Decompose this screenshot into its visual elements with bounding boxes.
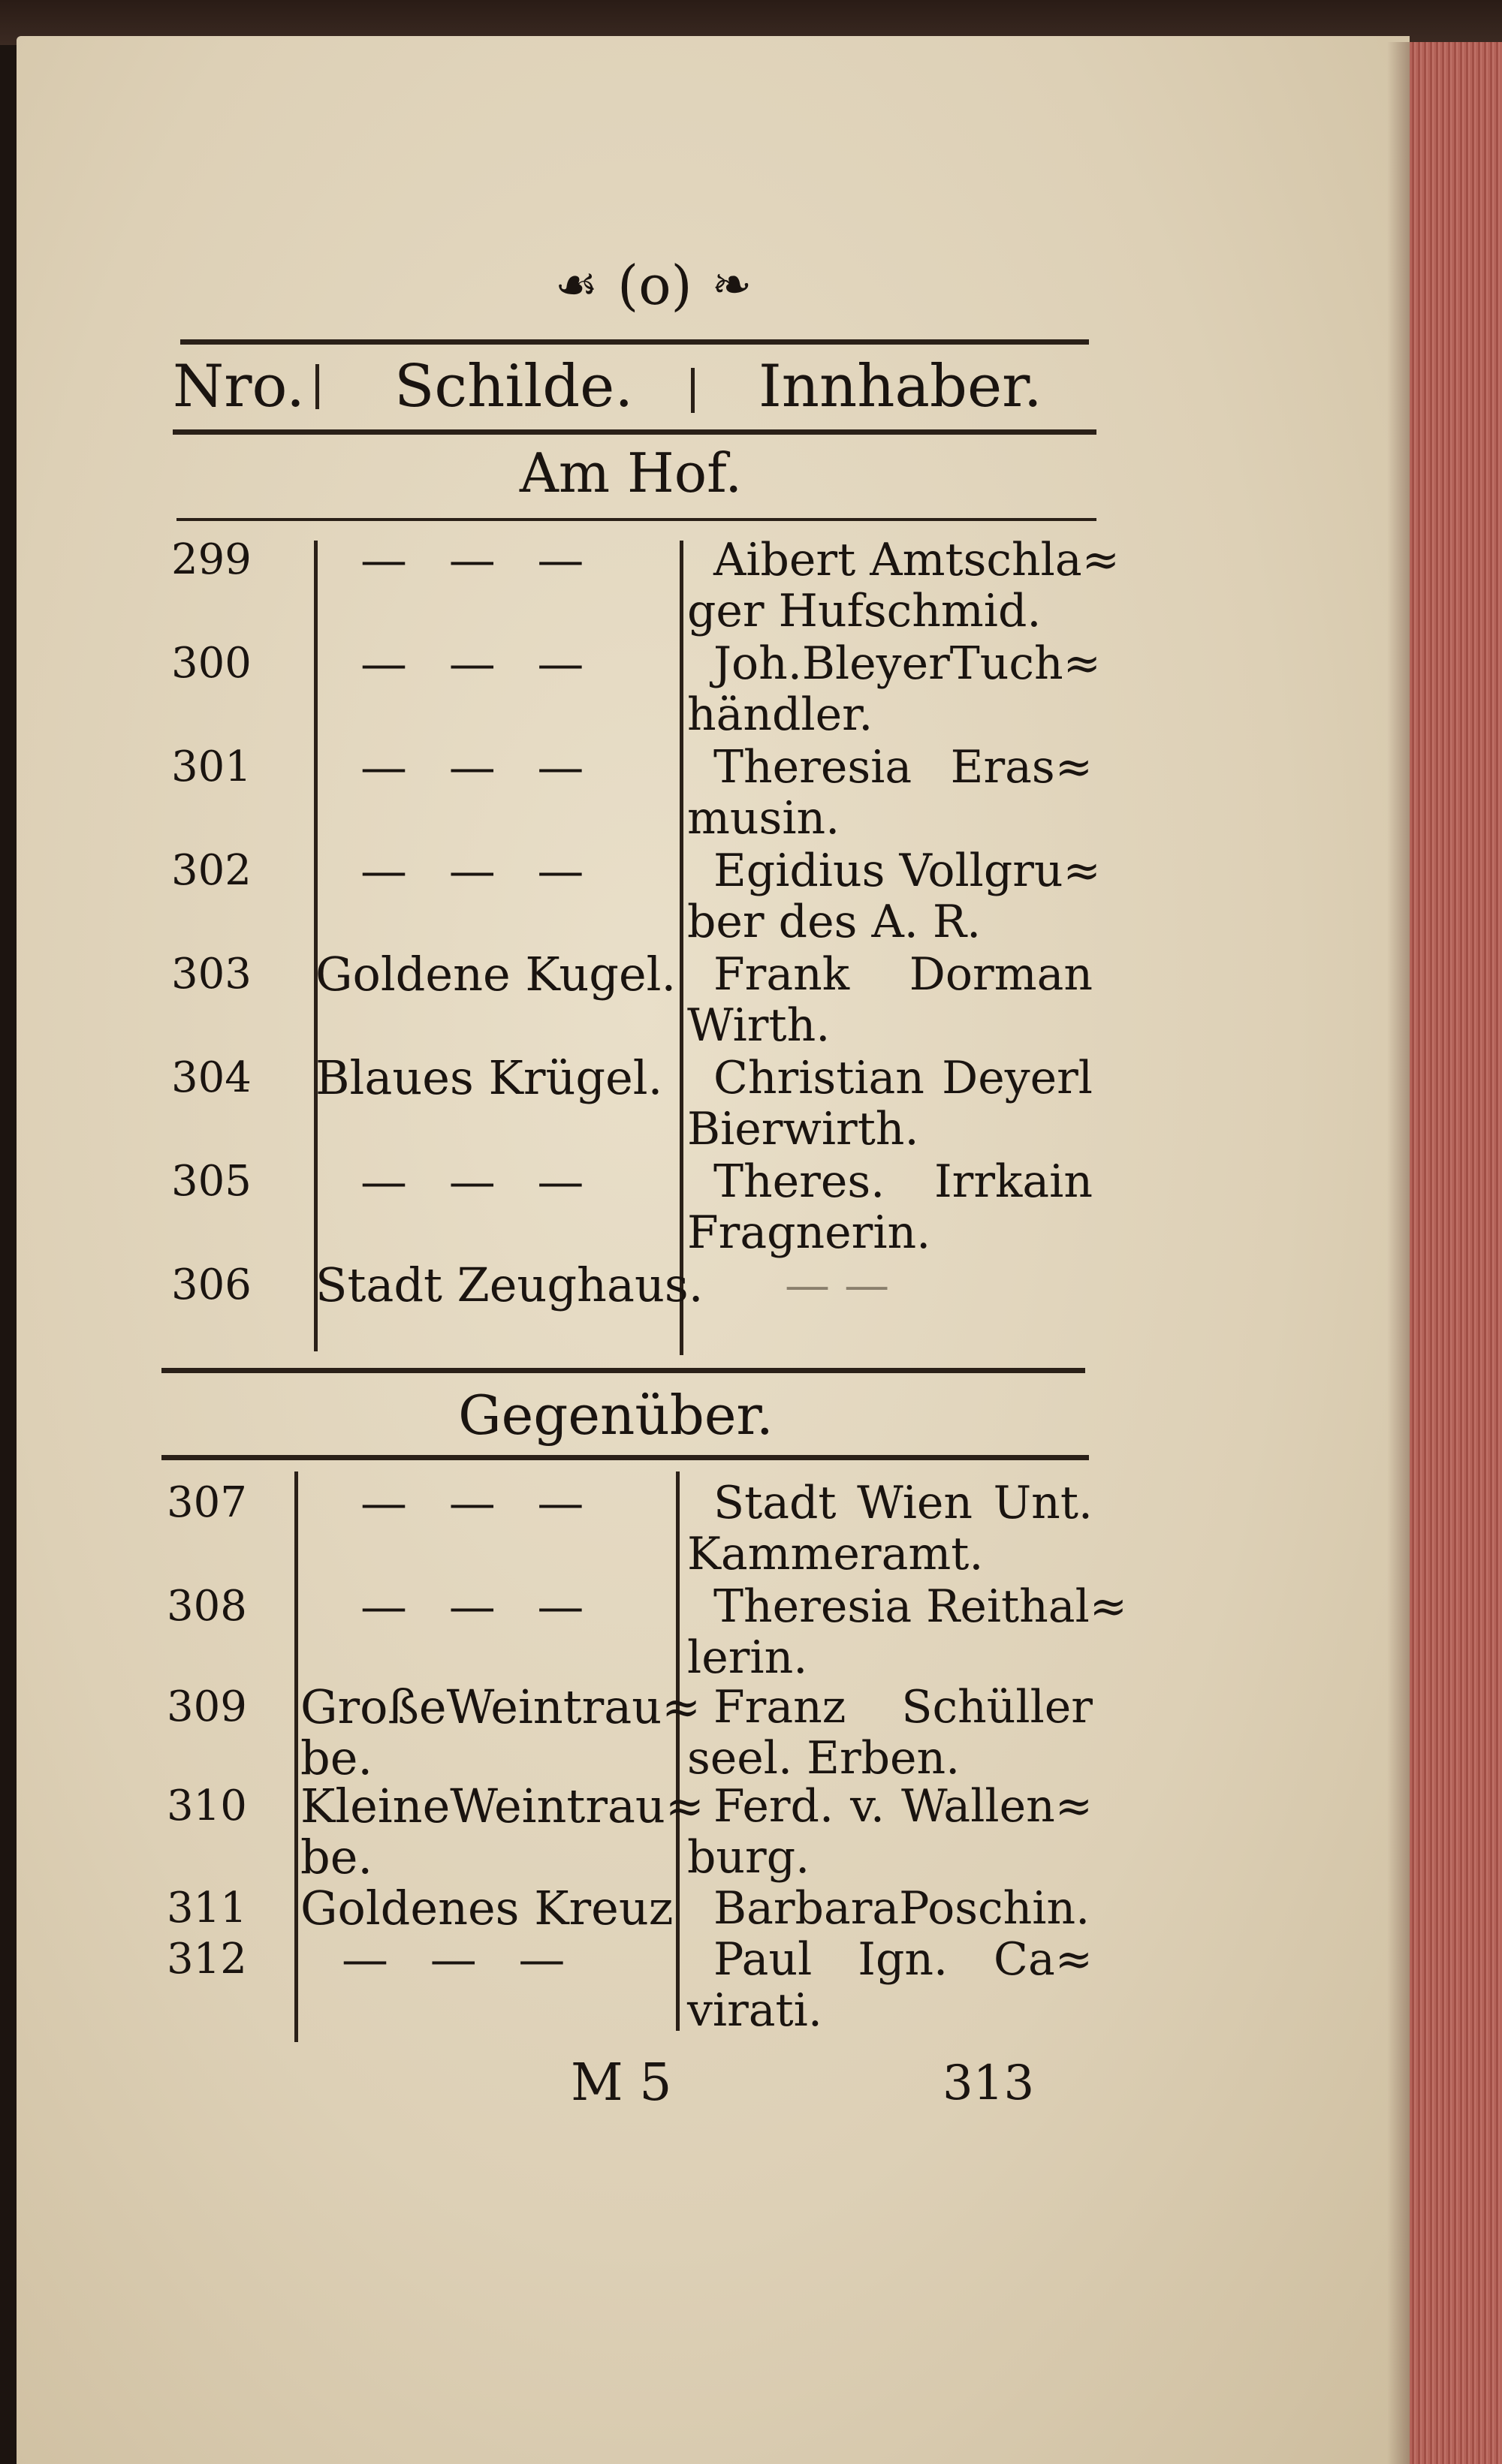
row-owner-line: seel. Erben. — [687, 1732, 961, 1785]
row-owner-line: Egidius Vollgru≈ — [713, 845, 1101, 897]
row-number: 302 — [171, 846, 252, 895]
row-owner — [687, 1260, 1093, 1311]
row-number: 310 — [167, 1782, 247, 1830]
row-owner — [687, 1682, 1093, 1784]
row-owner — [687, 1156, 1093, 1258]
row-number: 305 — [171, 1157, 252, 1206]
row-number: 300 — [171, 639, 252, 688]
row-number: 308 — [167, 1582, 247, 1631]
row-sign: — — — — [342, 1932, 579, 1987]
row-owner-line: Kammeramt. — [687, 1528, 984, 1580]
column-innhaber: Innhaber. — [759, 353, 1042, 420]
row-number: 301 — [171, 743, 252, 791]
row-number: 306 — [171, 1261, 252, 1309]
section-title: Am Hof. — [519, 441, 743, 505]
row-owner-line: — — — [785, 1259, 890, 1312]
section-rule — [176, 518, 1096, 521]
row-owner-line: Ferd. v. Wallen≈ — [713, 1780, 1093, 1833]
row-owner-line: musin. — [687, 792, 840, 845]
row-owner — [687, 1781, 1093, 1883]
row-owner — [687, 1477, 1093, 1580]
row-sign-line: be. — [300, 1830, 373, 1884]
row-number: 309 — [167, 1682, 247, 1731]
row-sign: — — — — [360, 1475, 598, 1530]
column-divider — [314, 541, 318, 1351]
page-marker: (o) — [617, 254, 692, 317]
row-owner-line: Franz Schüller — [713, 1681, 1093, 1734]
row-owner-line: Theres. Irrkain — [713, 1155, 1093, 1208]
row-sign-line: be. — [300, 1731, 373, 1785]
header-rule-top — [180, 339, 1089, 345]
header-rule-bottom — [173, 429, 1096, 435]
row-owner-line: BarbaraPoschin. — [713, 1882, 1090, 1935]
row-number: 303 — [171, 950, 252, 999]
row-sign: Goldene Kugel. — [315, 947, 677, 1002]
row-sign: — — — — [360, 1579, 598, 1634]
page-header — [481, 244, 826, 327]
row-sign: — — — — [360, 636, 598, 691]
signature-mark: M 5 — [571, 2053, 672, 2113]
row-owner-line: händler. — [687, 688, 873, 741]
row-sign: — — — — [360, 843, 598, 898]
row-sign — [300, 1679, 701, 1785]
row-sign: Goldenes Kreuz — [300, 1881, 674, 1935]
row-number: 307 — [167, 1478, 247, 1527]
row-sign — [300, 1779, 704, 1884]
row-sign: Blaues Krügel. — [315, 1050, 663, 1105]
row-number: 311 — [167, 1884, 247, 1932]
row-sign: — — — — [360, 740, 598, 794]
row-owner — [687, 742, 1093, 844]
row-owner-line: Bierwirth. — [687, 1103, 919, 1155]
row-owner-line: ger Hufschmid. — [687, 585, 1042, 637]
row-sign: Stadt Zeughaus. — [315, 1258, 704, 1312]
row-number: 299 — [171, 535, 252, 584]
section-title: Gegenüber. — [458, 1384, 774, 1447]
row-owner-line: Theresia Eras≈ — [713, 741, 1093, 794]
column-nro: Nro. — [173, 353, 305, 420]
row-sign: — — — — [360, 1154, 598, 1209]
row-owner — [687, 1580, 1128, 1684]
section-rule — [161, 1455, 1089, 1460]
ornament-left-icon: ☙ — [554, 258, 599, 313]
row-owner-line: virati. — [687, 1984, 822, 2037]
row-owner — [687, 534, 1120, 637]
row-owner-line: Paul Ign. Ca≈ — [713, 1933, 1093, 1986]
row-number: 312 — [167, 1935, 247, 1984]
column-schilde: Schilde. — [394, 353, 634, 420]
ornament-right-icon: ❧ — [711, 258, 753, 313]
row-owner-line: lerin. — [687, 1631, 808, 1684]
row-owner — [687, 637, 1101, 741]
column-divider — [294, 1471, 298, 2042]
column-divider — [691, 368, 695, 413]
row-owner — [687, 949, 1093, 1051]
row-sign-line: GroßeWeintrau≈ — [300, 1679, 701, 1734]
row-number: 304 — [171, 1053, 252, 1102]
row-owner-line: Christian Deyerl — [713, 1052, 1093, 1104]
row-owner-line: burg. — [687, 1831, 810, 1884]
row-owner-line: Stadt Wien Unt. — [713, 1477, 1093, 1529]
row-owner-line: Joh.BleyerTuch≈ — [713, 637, 1101, 690]
row-owner-line: Fragnerin. — [687, 1206, 931, 1259]
row-owner-line: Frank Dorman — [713, 948, 1093, 1001]
red-page-edges — [1410, 42, 1502, 2464]
column-divider — [315, 364, 319, 409]
row-owner-line: Aibert Amtschla≈ — [713, 534, 1120, 586]
row-owner-line: Wirth. — [687, 999, 831, 1052]
row-owner-line: ber des A. R. — [687, 896, 982, 948]
row-sign: — — — — [360, 532, 598, 587]
row-owner-line: Theresia Reithal≈ — [713, 1580, 1128, 1633]
row-sign-line: KleineWeintrau≈ — [300, 1779, 704, 1833]
row-owner — [687, 1053, 1093, 1155]
section-rule — [161, 1368, 1085, 1373]
row-owner — [687, 845, 1101, 948]
row-owner — [687, 1934, 1093, 2036]
catchword: 313 — [943, 2056, 1035, 2111]
row-owner — [687, 1883, 1093, 1934]
